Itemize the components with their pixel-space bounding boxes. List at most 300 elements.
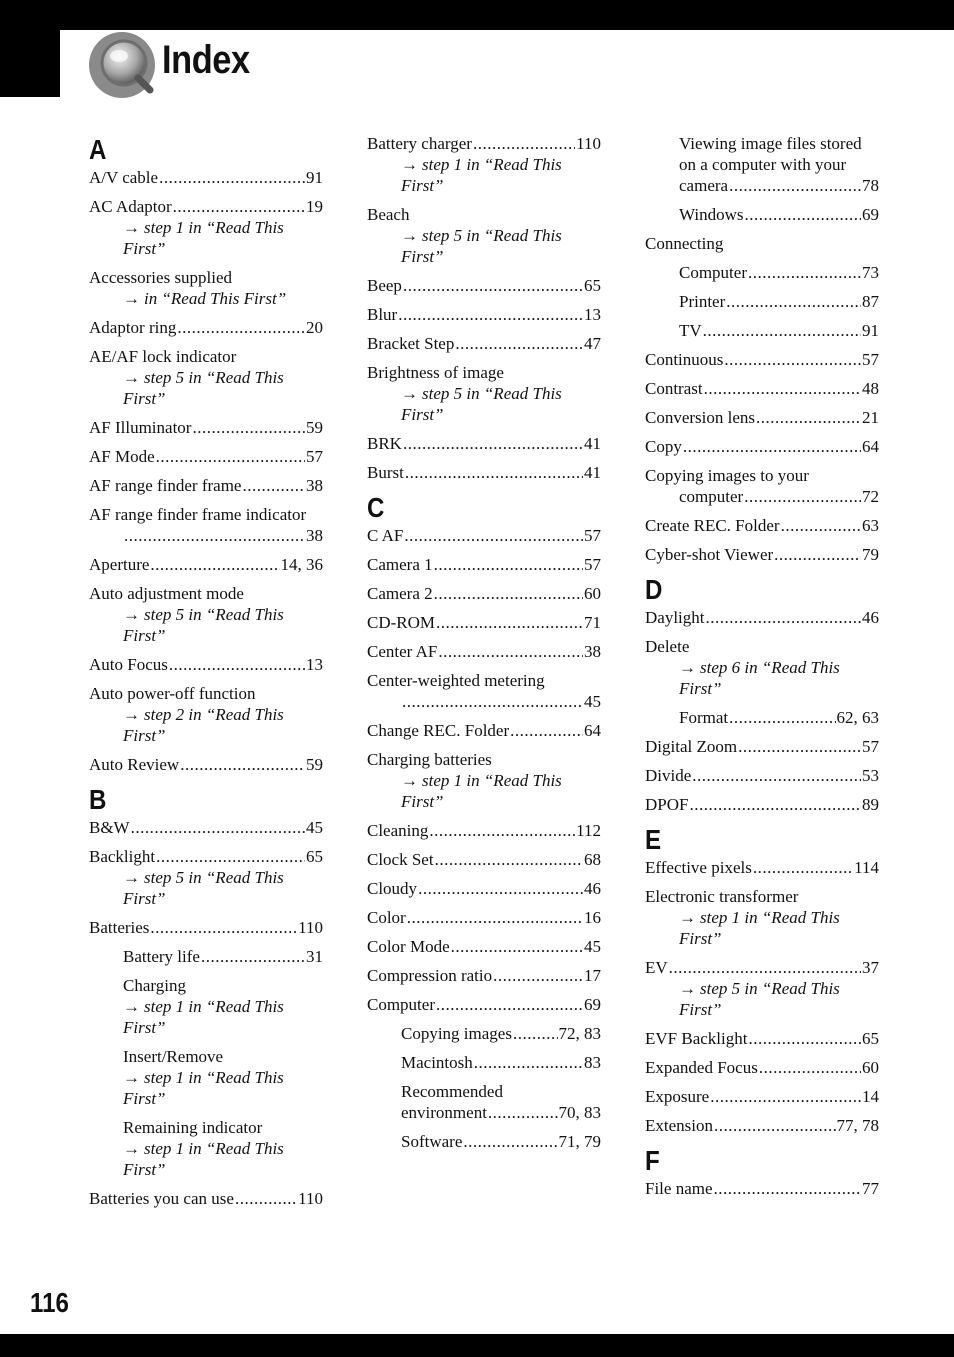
leader-dots — [434, 554, 583, 575]
cross-reference — [367, 154, 601, 196]
leader-dots — [714, 1115, 836, 1136]
entry-pages: 37 — [862, 958, 879, 977]
index-entry — [89, 475, 323, 496]
entry-pages: 57 — [584, 526, 601, 545]
index-entry — [367, 965, 601, 986]
leader-dots — [493, 965, 583, 986]
entry-term: Camera 2 — [367, 584, 433, 603]
reference-text: step 5 in “Read This First” — [679, 979, 840, 1019]
leader-dots — [703, 320, 861, 341]
leader-dots — [180, 754, 305, 775]
cross-reference — [89, 288, 323, 309]
index-entry — [645, 349, 879, 370]
leader-dots — [704, 378, 861, 399]
entry-pages: 68 — [584, 850, 601, 869]
leader-dots — [692, 765, 861, 786]
cross-reference — [89, 217, 323, 259]
entry-pages: 14, 36 — [280, 555, 323, 574]
entry-term: Cyber-shot Viewer — [645, 545, 774, 564]
arrow-icon: → — [123, 1068, 140, 1087]
index-entry — [367, 641, 601, 662]
header-bar — [0, 0, 954, 30]
reference-text: step 1 in “Read This First” — [123, 997, 284, 1037]
entry-pages: 38 — [306, 526, 323, 545]
arrow-icon: → — [123, 868, 140, 887]
entry-term: Center AF — [367, 642, 438, 661]
index-entry — [89, 754, 323, 775]
leader-dots — [405, 462, 583, 483]
leader-dots — [738, 736, 861, 757]
entry-pages: 60 — [862, 1058, 879, 1077]
index-entry — [645, 707, 879, 728]
index-entry — [89, 317, 323, 338]
index-entry-heading — [367, 749, 601, 770]
entry-term: Windows — [679, 205, 744, 224]
entry-term: Burst — [367, 463, 404, 482]
reference-text: step 5 in “Read This First” — [401, 226, 562, 266]
index-entry-heading — [89, 683, 323, 704]
section-letter: A — [89, 134, 107, 165]
arrow-icon: → — [123, 1139, 140, 1158]
leader-dots — [403, 275, 583, 296]
entry-pages: 65 — [862, 1029, 879, 1048]
entry-term: Expanded Focus — [645, 1058, 758, 1077]
arrow-icon: → — [401, 384, 418, 403]
leader-dots — [177, 317, 305, 338]
leader-dots — [726, 291, 861, 312]
entry-term: Auto Focus — [89, 655, 168, 674]
entry-pages: 13 — [584, 305, 601, 324]
entry-pages: 91 — [306, 168, 323, 187]
index-entry — [89, 817, 323, 838]
index-entry-heading — [645, 636, 879, 657]
leader-dots — [756, 407, 861, 428]
entry-pages: 47 — [584, 334, 601, 353]
cross-reference — [645, 978, 879, 1020]
arrow-icon: → — [123, 218, 140, 237]
entry-term: Battery charger — [367, 134, 472, 153]
entry-term: Beep — [367, 276, 402, 295]
entry-term: Computer — [679, 263, 747, 282]
entry-term: Exposure — [645, 1087, 710, 1106]
cross-reference — [645, 907, 879, 949]
index-entry-heading — [89, 267, 323, 288]
leader-dots — [753, 857, 853, 878]
entry-term: Extension — [645, 1116, 713, 1135]
index-entry — [367, 1052, 601, 1073]
entry-term: DPOF — [645, 795, 689, 814]
entry-term: Batteries — [89, 918, 150, 937]
index-entry — [367, 1131, 601, 1152]
entry-term: EVF Backlight — [645, 1029, 748, 1048]
section-letter: E — [645, 824, 662, 855]
entry-pages: 14 — [862, 1087, 879, 1106]
entry-pages: 53 — [862, 766, 879, 785]
entry-term: Auto Review — [89, 755, 180, 774]
entry-term: on a computer with your — [679, 155, 847, 174]
arrow-icon: → — [679, 658, 696, 677]
entry-term: EV — [645, 958, 668, 977]
index-entry — [367, 333, 601, 354]
reference-text: step 1 in “Read This First” — [401, 155, 562, 195]
entry-term: Printer — [679, 292, 726, 311]
entry-pages: 65 — [306, 847, 323, 866]
index-entry-heading — [89, 1046, 323, 1067]
leader-dots — [169, 654, 305, 675]
reference-text: step 6 in “Read This First” — [679, 658, 840, 698]
section-letter: D — [645, 574, 663, 605]
entry-pages: 69 — [862, 205, 879, 224]
index-entry — [645, 175, 879, 196]
entry-term: Electronic transformer — [645, 887, 799, 906]
index-column-3 — [645, 133, 879, 1207]
entry-term: AE/AF lock indicator — [89, 347, 237, 366]
arrow-icon: → — [401, 226, 418, 245]
leader-dots — [513, 1023, 558, 1044]
entry-pages: 45 — [584, 692, 601, 711]
index-entry — [89, 946, 323, 967]
leader-dots — [748, 262, 861, 283]
index-entry — [367, 720, 601, 741]
leader-dots — [724, 349, 861, 370]
entry-pages: 72 — [862, 487, 879, 506]
cross-reference — [89, 1067, 323, 1109]
leader-dots — [451, 936, 583, 957]
index-entry-heading — [367, 670, 601, 712]
leader-dots — [463, 1131, 557, 1152]
section-letter: B — [89, 784, 107, 815]
leader-dots — [398, 304, 583, 325]
index-entry — [367, 433, 601, 454]
leader-dots — [435, 849, 583, 870]
arrow-icon: → — [401, 155, 418, 174]
cross-reference — [89, 704, 323, 746]
section-letter: C — [367, 492, 385, 523]
leader-dots — [150, 554, 279, 575]
index-entry — [367, 275, 601, 296]
entry-term: Contrast — [645, 379, 703, 398]
entry-term: Continuous — [645, 350, 724, 369]
entry-pages: 46 — [584, 879, 601, 898]
entry-pages: 46 — [862, 608, 879, 627]
entry-term: environment — [401, 1103, 487, 1122]
cross-reference — [89, 996, 323, 1038]
index-entry — [89, 446, 323, 467]
entry-pages: 41 — [584, 434, 601, 453]
entry-term: Blur — [367, 305, 398, 324]
leader-dots — [173, 196, 305, 217]
entry-pages: 48 — [862, 379, 879, 398]
index-entry-heading — [89, 504, 323, 546]
entry-pages: 57 — [584, 555, 601, 574]
entry-pages: 77, 78 — [836, 1116, 879, 1135]
index-entry — [645, 320, 879, 341]
entry-pages: 20 — [306, 318, 323, 337]
entry-term: CD-ROM — [367, 613, 436, 632]
index-entry — [367, 878, 601, 899]
entry-term: Macintosh — [401, 1053, 473, 1072]
leader-dots — [748, 1028, 861, 1049]
entry-term: Battery life — [123, 947, 200, 966]
leader-dots — [689, 794, 861, 815]
reference-text: step 1 in “Read This First” — [123, 1068, 284, 1108]
index-column-2 — [367, 133, 601, 1160]
leader-dots — [714, 1178, 861, 1199]
leader-dots — [192, 417, 305, 438]
magnifier-icon — [88, 30, 158, 100]
entry-term: Color Mode — [367, 937, 450, 956]
index-entry-heading — [367, 1081, 601, 1102]
leader-dots — [402, 691, 583, 712]
leader-dots — [404, 525, 583, 546]
index-entry — [645, 515, 879, 536]
entry-term: TV — [679, 321, 702, 340]
leader-dots — [706, 607, 862, 628]
index-entry — [89, 417, 323, 438]
index-entry — [645, 794, 879, 815]
entry-term: Backlight — [89, 847, 156, 866]
index-entry — [367, 612, 601, 633]
index-entry — [645, 1057, 879, 1078]
entry-pages: 38 — [584, 642, 601, 661]
entry-term: Software — [401, 1132, 463, 1151]
entry-term: AF range finder frame — [89, 476, 242, 495]
index-entry — [367, 583, 601, 604]
entry-pages: 89 — [862, 795, 879, 814]
entry-pages: 45 — [584, 937, 601, 956]
index-entry — [645, 1086, 879, 1107]
leader-dots — [403, 433, 583, 454]
entry-term: Computer — [367, 995, 435, 1014]
leader-dots — [124, 525, 305, 546]
leader-dots — [131, 817, 305, 838]
leader-dots — [474, 1052, 583, 1073]
cross-reference — [89, 1138, 323, 1180]
index-entry — [645, 262, 879, 283]
entry-term: Connecting — [645, 234, 724, 253]
entry-term: Digital Zoom — [645, 737, 738, 756]
index-entry — [89, 1188, 323, 1209]
index-entry-heading — [89, 583, 323, 604]
entry-term: Recommended — [401, 1082, 503, 1101]
entry-pages: 79 — [862, 545, 879, 564]
arrow-icon: → — [123, 368, 140, 387]
index-entry — [89, 167, 323, 188]
entry-term: Brightness of image — [367, 363, 504, 382]
entry-term: Copying images — [401, 1024, 512, 1043]
leader-dots — [729, 707, 835, 728]
index-entry — [89, 554, 323, 575]
index-entry-heading — [645, 886, 879, 907]
index-entry-heading — [645, 154, 879, 175]
index-entry — [367, 936, 601, 957]
leader-dots — [488, 1102, 558, 1123]
index-entry — [367, 1102, 601, 1123]
leader-dots — [434, 583, 583, 604]
entry-term: Compression ratio — [367, 966, 493, 985]
entry-pages: 70, 83 — [558, 1103, 601, 1122]
entry-pages: 73 — [862, 263, 879, 282]
section-letter: F — [645, 1145, 660, 1176]
entry-pages: 41 — [584, 463, 601, 482]
entry-term: Copying images to your — [645, 466, 809, 485]
entry-pages: 16 — [584, 908, 601, 927]
index-entry-heading — [367, 362, 601, 383]
index-entry — [645, 378, 879, 399]
entry-pages: 110 — [298, 1189, 323, 1208]
entry-pages: 112 — [576, 821, 601, 840]
entry-term: Batteries you can use — [89, 1189, 234, 1208]
entry-term: Camera 1 — [367, 555, 433, 574]
index-entry — [367, 849, 601, 870]
entry-term: Copy — [645, 437, 682, 456]
entry-term: File name — [645, 1179, 713, 1198]
entry-term: Change REC. Folder — [367, 721, 510, 740]
index-entry — [89, 846, 323, 867]
index-entry — [367, 462, 601, 483]
entry-pages: 57 — [862, 350, 879, 369]
leader-dots — [418, 878, 583, 899]
entry-term: Daylight — [645, 608, 705, 627]
entry-term: B&W — [89, 818, 130, 837]
index-entry — [367, 525, 601, 546]
index-entry-heading — [645, 465, 879, 486]
entry-pages: 62, 63 — [836, 708, 879, 727]
leader-dots — [683, 436, 861, 457]
entry-pages: 13 — [306, 655, 323, 674]
entry-pages: 60 — [584, 584, 601, 603]
leader-dots — [407, 907, 583, 928]
leader-dots — [156, 446, 305, 467]
page-title: Index — [162, 38, 250, 82]
index-entry — [367, 554, 601, 575]
entry-pages: 91 — [862, 321, 879, 340]
reference-text: step 5 in “Read This First” — [123, 368, 284, 408]
entry-term: Conversion lens — [645, 408, 756, 427]
entry-pages: 17 — [584, 966, 601, 985]
entry-term: AF Illuminator — [89, 418, 192, 437]
entry-term: Delete — [645, 637, 690, 656]
entry-pages: 45 — [306, 818, 323, 837]
entry-pages: 38 — [306, 476, 323, 495]
entry-term: Remaining indicator — [123, 1118, 263, 1137]
index-entry — [89, 654, 323, 675]
arrow-icon: → — [123, 705, 140, 724]
reference-text: step 2 in “Read This First” — [123, 705, 284, 745]
reference-text: step 1 in “Read This First” — [401, 771, 562, 811]
entry-term: Bracket Step — [367, 334, 455, 353]
leader-dots — [436, 994, 583, 1015]
entry-pages: 19 — [306, 197, 323, 216]
index-entry — [645, 436, 879, 457]
leader-dots — [744, 204, 861, 225]
entry-term: Cleaning — [367, 821, 429, 840]
entry-term: Charging — [123, 976, 186, 995]
entry-term: Auto power-off function — [89, 684, 256, 703]
index-entry — [645, 765, 879, 786]
index-entry — [645, 291, 879, 312]
arrow-icon: → — [123, 289, 140, 308]
reference-text: step 1 in “Read This First” — [679, 908, 840, 948]
arrow-icon: → — [679, 979, 696, 998]
index-entry — [645, 1178, 879, 1199]
entry-pages: 65 — [584, 276, 601, 295]
index-entry — [645, 736, 879, 757]
index-entry-heading — [89, 1117, 323, 1138]
entry-pages: 59 — [306, 418, 323, 437]
entry-term: Accessories supplied — [89, 268, 233, 287]
entry-term: Format — [679, 708, 729, 727]
leader-dots — [201, 946, 305, 967]
leader-dots — [436, 612, 583, 633]
entry-pages: 77 — [862, 1179, 879, 1198]
index-entry — [645, 1115, 879, 1136]
leader-dots — [473, 133, 575, 154]
reference-text: step 5 in “Read This First” — [123, 605, 284, 645]
entry-leader-row — [367, 691, 601, 712]
cross-reference — [367, 225, 601, 267]
index-entry — [645, 544, 879, 565]
index-entry — [367, 994, 601, 1015]
leader-dots — [438, 641, 583, 662]
entry-pages: 64 — [862, 437, 879, 456]
index-entry — [645, 957, 879, 978]
entry-term: Clock Set — [367, 850, 434, 869]
leader-dots — [729, 175, 861, 196]
leader-dots — [669, 957, 861, 978]
arrow-icon: → — [123, 605, 140, 624]
index-entry — [645, 857, 879, 878]
leader-dots — [159, 167, 305, 188]
index-entry — [645, 607, 879, 628]
leader-dots — [744, 486, 861, 507]
leader-dots — [429, 820, 575, 841]
index-entry — [89, 917, 323, 938]
index-entry-heading — [89, 346, 323, 367]
leader-dots — [781, 515, 861, 536]
entry-term: Effective pixels — [645, 858, 752, 877]
cross-reference — [89, 604, 323, 646]
entry-pages: 110 — [576, 134, 601, 153]
entry-pages: 71, 79 — [558, 1132, 601, 1151]
entry-term: Color — [367, 908, 406, 927]
entry-term: Cloudy — [367, 879, 418, 898]
index-entry-heading — [645, 133, 879, 154]
entry-pages: 21 — [862, 408, 879, 427]
entry-pages: 57 — [862, 737, 879, 756]
leader-dots — [455, 333, 583, 354]
index-entry — [645, 1028, 879, 1049]
header-tab-block — [0, 30, 60, 97]
entry-pages: 71 — [584, 613, 601, 632]
entry-pages: 78 — [862, 176, 879, 195]
leader-dots — [710, 1086, 861, 1107]
entry-pages: 63 — [862, 516, 879, 535]
arrow-icon: → — [401, 771, 418, 790]
reference-text: in “Read This First” — [144, 289, 287, 308]
index-entry — [367, 1023, 601, 1044]
entry-term: Insert/Remove — [123, 1047, 224, 1066]
reference-text: step 1 in “Read This First” — [123, 1139, 284, 1179]
entry-pages: 31 — [306, 947, 323, 966]
entry-term: Beach — [367, 205, 410, 224]
leader-dots — [242, 475, 305, 496]
entry-term: Viewing image files stored — [679, 134, 862, 153]
index-entry — [367, 304, 601, 325]
index-entry — [367, 820, 601, 841]
entry-term: computer — [679, 487, 744, 506]
index-entry — [367, 133, 601, 154]
